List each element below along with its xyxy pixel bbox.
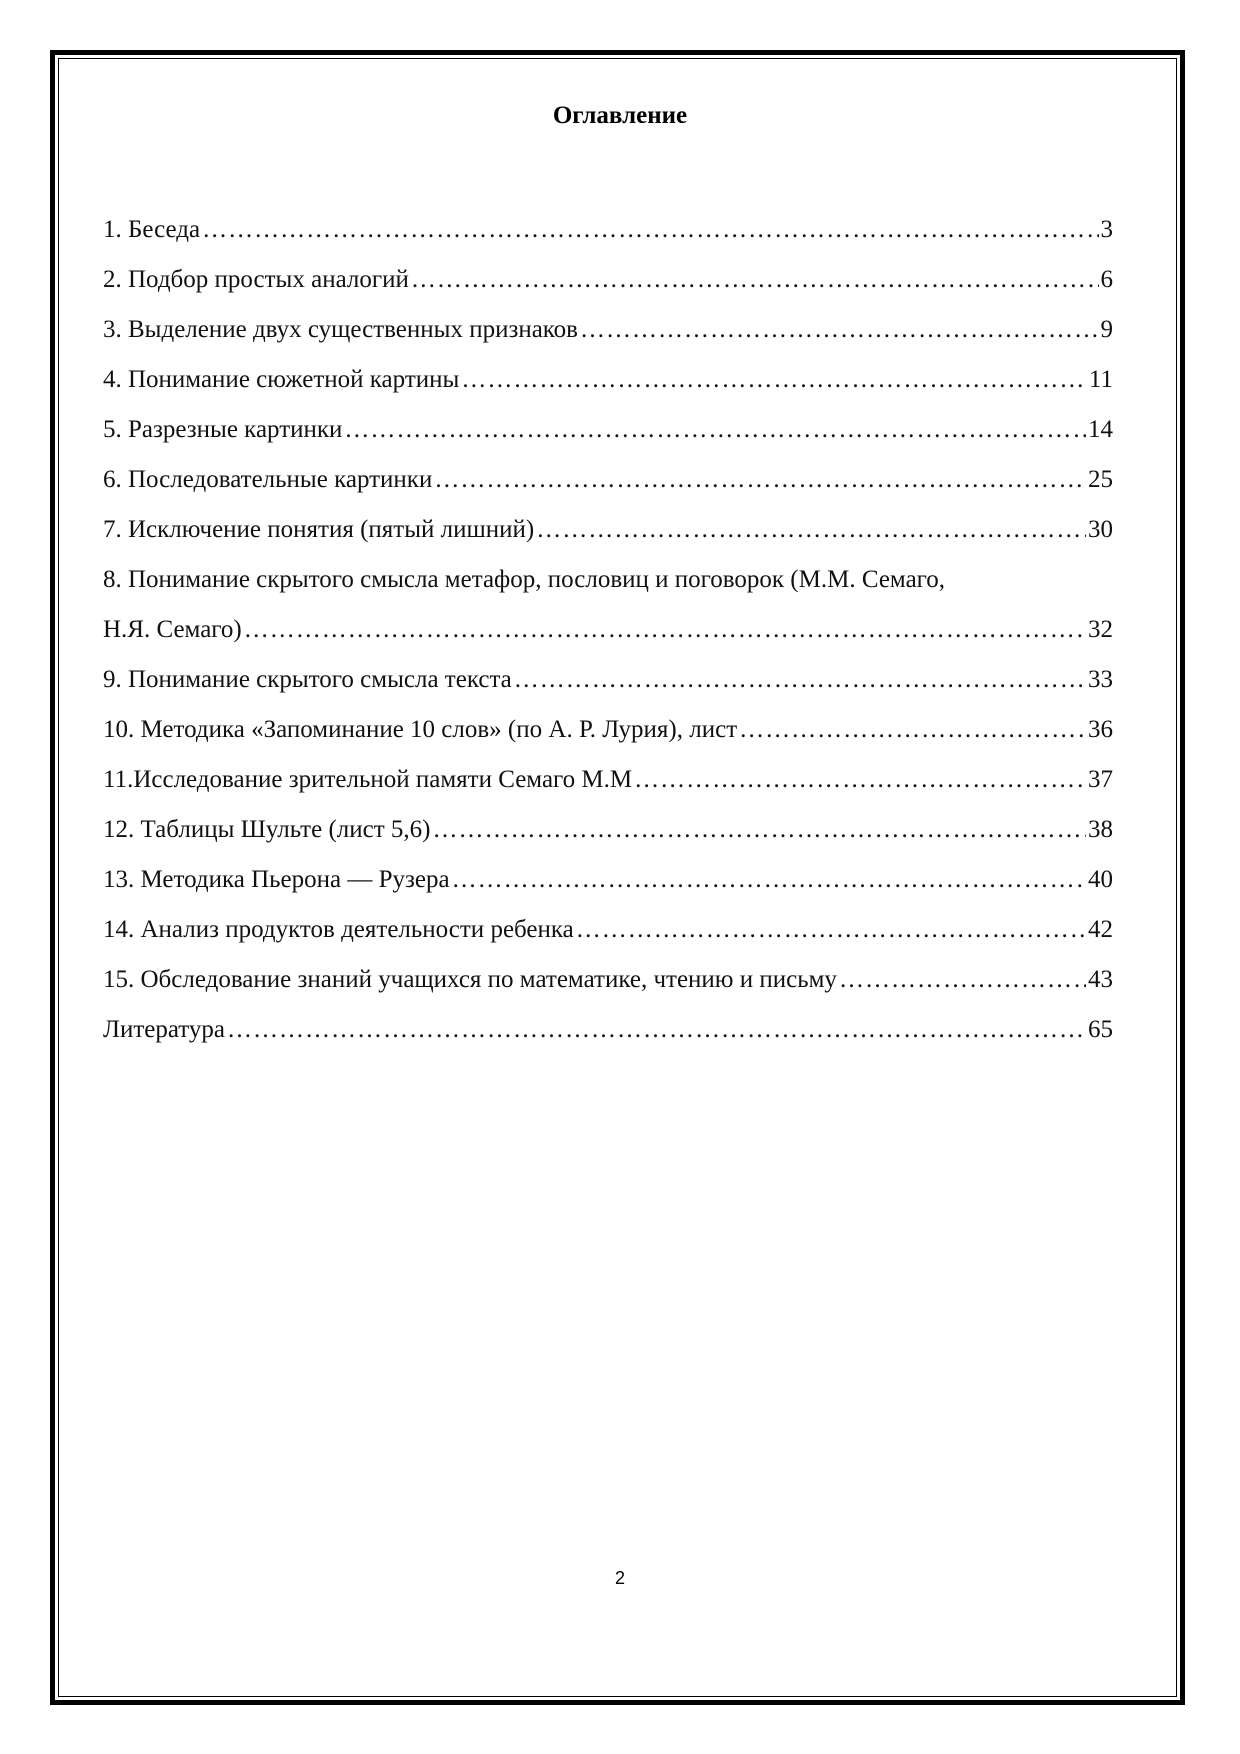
- toc-title: Оглавление: [552, 102, 688, 129]
- toc-entry-line1[interactable]: 8. Понимание скрытого смысла метафор, пословиц и поговорок (М.М. Семаго,: [103, 566, 946, 593]
- dot-leader: [344, 405, 1086, 455]
- dot-leader: [576, 905, 1086, 955]
- dot-leader: [452, 855, 1086, 905]
- dot-leader: [244, 605, 1086, 655]
- dot-leader: [227, 1005, 1086, 1055]
- toc-entry[interactable]: 11.Исследование зрительной памяти Семаго М.М ………………………………………………………………………………………………………………………………………………………………………… 37: [103, 755, 1113, 805]
- dot-leader: [839, 955, 1086, 1005]
- dot-leader: [411, 255, 1099, 305]
- toc-entry[interactable]: 5. Разрезные картинки ………………………………………………………………………………………………………………………………………………………………………… 14: [103, 405, 1113, 455]
- dot-leader: [514, 655, 1086, 705]
- toc-entry[interactable]: Литература ………………………………………………………………………………………………………………………………………………………………………… 65: [103, 1005, 1113, 1055]
- dot-leader: [634, 755, 1086, 805]
- dot-leader: [580, 305, 1099, 355]
- toc-entry[interactable]: 14. Анализ продуктов деятельности ребенка ………………………………………………………………………………………………………………………………………………………………………… 42: [103, 905, 1113, 955]
- dot-leader: [536, 505, 1086, 555]
- toc-entry[interactable]: 15. Обследование знаний учащихся по математике, чтению и письму ………………………………………………………………………………………………………………………………………………………………………… 43: [103, 955, 1113, 1005]
- toc-entry[interactable]: 7. Исключение понятия (пятый лишний) ………………………………………………………………………………………………………………………………………………………………………… 30: [103, 505, 1113, 555]
- dot-leader: [432, 805, 1086, 855]
- toc-entry[interactable]: 13. Методика Пьерона — Рузера ………………………………………………………………………………………………………………………………………………………………………… 40: [103, 855, 1113, 905]
- toc-entry[interactable]: 9. Понимание скрытого смысла текста ………………………………………………………………………………………………………………………………………………………………………… 33: [103, 655, 1113, 705]
- dot-leader: [202, 205, 1098, 255]
- table-of-contents: [103, 205, 1113, 1055]
- toc-entry[interactable]: 12. Таблицы Шульте (лист 5,6) ………………………………………………………………………………………………………………………………………………………………………… 38: [103, 805, 1113, 855]
- toc-entry[interactable]: 3. Выделение двух существенных признаков ………………………………………………………………………………………………………………………………………………………………………… 9: [103, 305, 1113, 355]
- toc-entry[interactable]: 2. Подбор простых аналогий ………………………………………………………………………………………………………………………………………………………………………… 6: [103, 255, 1113, 305]
- toc-entry[interactable]: 4. Понимание сюжетной картины ………………………………………………………………………………………………………………………………………………………………………… 11: [103, 355, 1113, 405]
- dot-leader: [739, 705, 1086, 755]
- toc-entry[interactable]: 6. Последовательные картинки ………………………………………………………………………………………………………………………………………………………………………… 25: [103, 455, 1113, 505]
- toc-entry[interactable]: Н.Я. Семаго) ………………………………………………………………………………………………………………………………………………………………………… 32: [103, 605, 1113, 655]
- toc-entry[interactable]: 10. Методика «Запоминание 10 слов» (по А. Р. Лурия), лист ………………………………………………………………………………………………………………………………………………………………………… 36: [103, 705, 1113, 755]
- toc-entry[interactable]: 1. Беседа ………………………………………………………………………………………………………………………………………………………………………… 3: [103, 205, 1113, 255]
- dot-leader: [434, 455, 1086, 505]
- dot-leader: [461, 355, 1087, 405]
- page-number: 2: [614, 1568, 625, 1588]
